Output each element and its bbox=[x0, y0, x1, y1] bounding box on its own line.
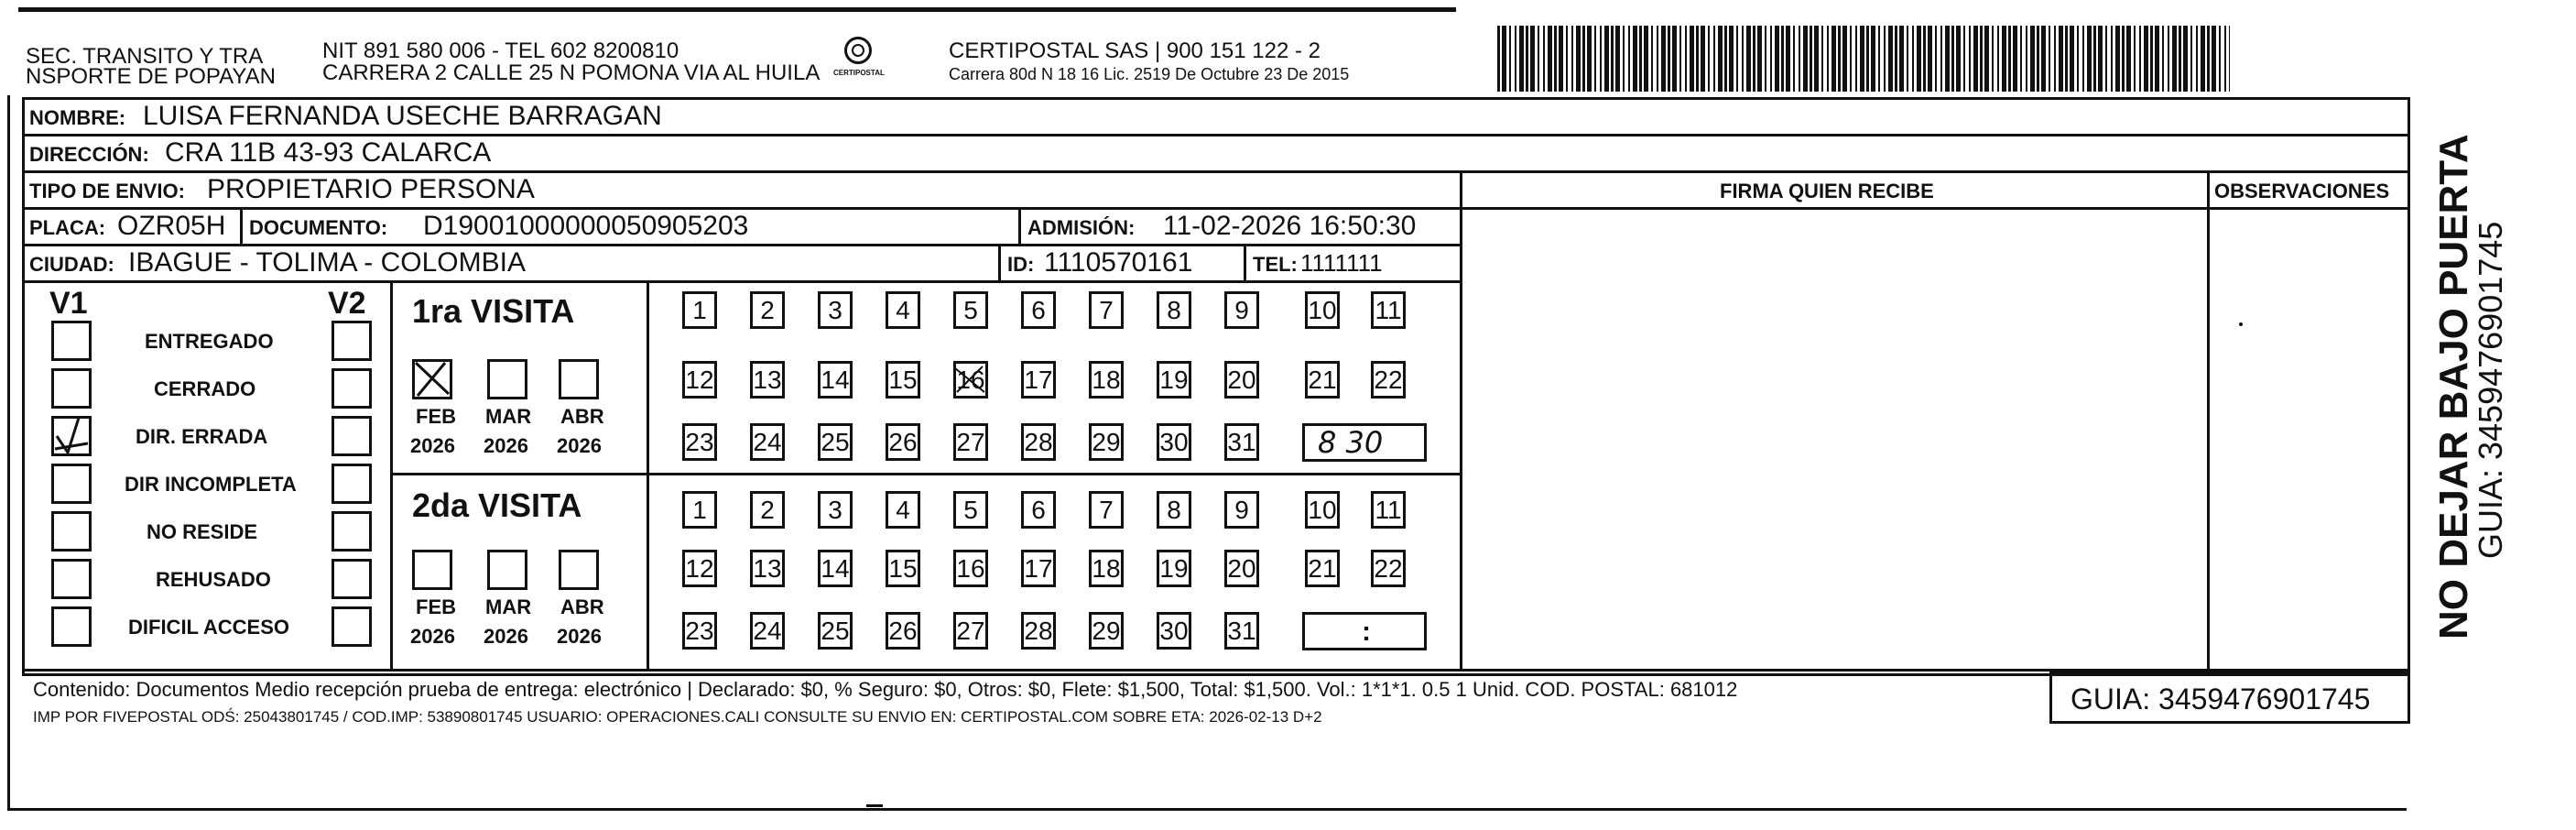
certipostal-logo bbox=[833, 37, 888, 82]
first-visit-day-30[interactable]: 30 bbox=[1157, 423, 1191, 461]
first-visit-day-16[interactable]: 16 bbox=[953, 361, 988, 399]
placa-label: PLACA: bbox=[29, 216, 106, 239]
ciudad-value: IBAGUE - TOLIMA - COLOMBIA bbox=[128, 247, 526, 278]
tel-value: 1111111 bbox=[1300, 249, 1383, 277]
v2-checkbox-no-reside[interactable] bbox=[332, 511, 372, 552]
second-month-mar: MAR bbox=[485, 595, 532, 618]
firma-header: FIRMA QUIEN RECIBE bbox=[1720, 180, 1934, 202]
placa-value: OZR05H bbox=[117, 211, 226, 241]
first-month-abr: ABR bbox=[560, 405, 604, 428]
direccion-value: CRA 11B 43-93 CALARCA bbox=[165, 137, 492, 168]
first-visit-day-26[interactable]: 26 bbox=[886, 423, 920, 461]
second-month-checkbox-mar[interactable] bbox=[487, 550, 527, 590]
status-no-reside: NO RESIDE bbox=[147, 520, 258, 543]
v1-checkbox-cerrado[interactable] bbox=[51, 368, 92, 409]
observaciones-dot bbox=[2239, 322, 2243, 326]
company-line: CERTIPOSTAL SAS | 900 151 122 - 2 bbox=[949, 38, 1321, 63]
status-dir-incompleta: DIR INCOMPLETA bbox=[125, 473, 297, 496]
v1-checkbox-dificil-acceso[interactable] bbox=[51, 606, 92, 647]
first-visit-day-1[interactable]: 1 bbox=[682, 291, 717, 329]
first-visit-time: 8 30 bbox=[1318, 425, 1384, 460]
second-visit-time: : bbox=[1362, 617, 1371, 647]
second-visit-day-31[interactable]: 31 bbox=[1224, 612, 1259, 650]
second-visit-day-14[interactable]: 14 bbox=[818, 550, 853, 587]
first-month-feb: FEB bbox=[416, 405, 456, 428]
v2-checkbox-rehusado[interactable] bbox=[332, 559, 372, 599]
v1-checkbox-rehusado[interactable] bbox=[51, 559, 92, 599]
first-visit-day-21[interactable]: 21 bbox=[1305, 361, 1340, 399]
second-visit-day-29[interactable]: 29 bbox=[1089, 612, 1124, 650]
org-line-1: SEC. TRANSITO Y TRA bbox=[26, 44, 264, 69]
first-visit-day-7[interactable]: 7 bbox=[1089, 291, 1124, 329]
first-visit-day-12[interactable]: 12 bbox=[682, 361, 717, 399]
guia-box bbox=[2049, 671, 2410, 724]
first-visit-day-31[interactable]: 31 bbox=[1224, 423, 1259, 461]
first-visit-day-19[interactable]: 19 bbox=[1157, 361, 1191, 399]
first-visit-day-5[interactable]: 5 bbox=[953, 291, 988, 329]
first-month-checkbox-abr[interactable] bbox=[559, 359, 599, 399]
first-visit-day-27[interactable]: 27 bbox=[953, 423, 988, 461]
first-visit-day-2[interactable]: 2 bbox=[750, 291, 785, 329]
second-visit-day-1[interactable]: 1 bbox=[682, 491, 717, 529]
form-outline-bottom bbox=[7, 808, 2407, 811]
first-visit-day-14[interactable]: 14 bbox=[818, 361, 853, 399]
first-year-mar: 2026 bbox=[484, 434, 528, 457]
second-visit-day-3[interactable]: 3 bbox=[818, 491, 853, 529]
first-month-mar: MAR bbox=[485, 405, 532, 428]
nit-line: NIT 891 580 006 - TEL 602 8200810 bbox=[322, 38, 679, 63]
address-line: CARRERA 2 CALLE 25 N POMONA VIA AL HUILA bbox=[322, 60, 821, 85]
status-cerrado: CERRADO bbox=[154, 377, 256, 400]
status-entregado: ENTREGADO bbox=[145, 330, 274, 353]
observaciones-header: OBSERVACIONES bbox=[2214, 180, 2390, 202]
second-visit-day-12[interactable]: 12 bbox=[682, 550, 717, 587]
side-guia: GUIA: 3459476901745 bbox=[2472, 221, 2509, 559]
side-panel bbox=[2408, 92, 2509, 660]
second-visit-day-17[interactable]: 17 bbox=[1021, 550, 1056, 587]
first-year-abr: 2026 bbox=[557, 434, 602, 457]
v2-checkbox-dir-errada[interactable] bbox=[332, 416, 372, 456]
second-visit-day-2[interactable]: 2 bbox=[750, 491, 785, 529]
second-month-checkbox-abr[interactable] bbox=[559, 550, 599, 590]
second-visit-day-28[interactable]: 28 bbox=[1021, 612, 1056, 650]
first-visit-day-13[interactable]: 13 bbox=[750, 361, 785, 399]
first-month-checkbox-mar[interactable] bbox=[487, 359, 527, 399]
second-visit-day-25[interactable]: 25 bbox=[818, 612, 853, 650]
id-value: 1110570161 bbox=[1044, 247, 1193, 278]
first-visit-day-23[interactable]: 23 bbox=[682, 423, 717, 461]
first-month-checkbox-feb[interactable] bbox=[412, 359, 452, 399]
form-outline-left bbox=[7, 95, 10, 810]
nombre-value: LUISA FERNANDA USECHE BARRAGAN bbox=[143, 101, 662, 131]
first-visit-day-3[interactable]: 3 bbox=[818, 291, 853, 329]
first-visit-day-25[interactable]: 25 bbox=[818, 423, 853, 461]
ciudad-divider bbox=[22, 280, 1460, 283]
first-visit-day-9[interactable]: 9 bbox=[1224, 291, 1259, 329]
second-visit-day-30[interactable]: 30 bbox=[1157, 612, 1191, 650]
first-visit-day-4[interactable]: 4 bbox=[886, 291, 920, 329]
ciudad-id-divider bbox=[998, 244, 1001, 280]
documento-label: DOCUMENTO: bbox=[249, 216, 388, 239]
first-visit-day-11[interactable]: 11 bbox=[1371, 291, 1406, 329]
content-line: Contenido: Documentos Medio recepción prueba de entrega: electrónico | Declarado: $0, % Seguro: $0, Otros: $0, Flete: $1,500, Total: $1,500. Vol.: 1*1*1. 0.5 1 Unid. COD. POSTAL: 681012 bbox=[33, 678, 1738, 701]
admision-value: 11-02-2026 16:50:30 bbox=[1163, 211, 1417, 241]
logo-text: CERTIPOSTAL bbox=[833, 69, 885, 77]
visit-divider bbox=[390, 473, 1460, 475]
first-visit-day-8[interactable]: 8 bbox=[1157, 291, 1191, 329]
second-visit-day-20[interactable]: 20 bbox=[1224, 550, 1259, 587]
first-visit-day-17[interactable]: 17 bbox=[1021, 361, 1056, 399]
second-month-checkbox-feb[interactable] bbox=[412, 550, 452, 590]
second-year-feb: 2026 bbox=[410, 625, 455, 648]
second-month-feb: FEB bbox=[416, 595, 456, 618]
second-visit-day-23[interactable]: 23 bbox=[682, 612, 717, 650]
second-visit-day-13[interactable]: 13 bbox=[750, 550, 785, 587]
second-visit-day-10[interactable]: 10 bbox=[1305, 491, 1340, 529]
tipo-divider bbox=[22, 207, 1460, 210]
direccion-divider bbox=[22, 170, 2410, 173]
first-visit-day-29[interactable]: 29 bbox=[1089, 423, 1124, 461]
second-visit-day-7[interactable]: 7 bbox=[1089, 491, 1124, 529]
v2-checkbox-dir-incompleta[interactable] bbox=[332, 464, 372, 504]
status-rehusado: REHUSADO bbox=[156, 568, 271, 591]
second-visit-day-18[interactable]: 18 bbox=[1089, 550, 1124, 587]
second-visit-day-9[interactable]: 9 bbox=[1224, 491, 1259, 529]
second-visit-day-5[interactable]: 5 bbox=[953, 491, 988, 529]
v2-checkbox-dificil-acceso[interactable] bbox=[332, 606, 372, 647]
first-visit-title: 1ra VISITA bbox=[412, 292, 575, 330]
second-visit-day-27[interactable]: 27 bbox=[953, 612, 988, 650]
second-visit-day-26[interactable]: 26 bbox=[886, 612, 920, 650]
second-year-mar: 2026 bbox=[484, 625, 528, 648]
second-visit-day-4[interactable]: 4 bbox=[886, 491, 920, 529]
doc-admision-divider bbox=[1018, 207, 1021, 244]
status-dir-errada: DIR. ERRADA bbox=[136, 425, 268, 448]
v1-label: V1 bbox=[49, 286, 88, 321]
second-visit-day-8[interactable]: 8 bbox=[1157, 491, 1191, 529]
v1-checkbox-dir-errada[interactable] bbox=[51, 416, 92, 456]
second-visit-day-11[interactable]: 11 bbox=[1371, 491, 1406, 529]
nombre-divider bbox=[22, 134, 2410, 137]
second-year-abr: 2026 bbox=[557, 625, 602, 648]
guia-box-text: GUIA: 3459476901745 bbox=[2071, 683, 2371, 715]
first-visit-day-15[interactable]: 15 bbox=[886, 361, 920, 399]
second-visit-day-6[interactable]: 6 bbox=[1021, 491, 1056, 529]
second-visit-day-22[interactable]: 22 bbox=[1371, 550, 1406, 587]
tel-label: TEL: bbox=[1253, 253, 1298, 276]
status-dificil-acceso: DIFICIL ACCESO bbox=[128, 616, 290, 639]
first-visit-time-box[interactable] bbox=[1302, 423, 1427, 462]
ciudad-label: CIUDAD: bbox=[29, 253, 114, 276]
second-visit-day-19[interactable]: 19 bbox=[1157, 550, 1191, 587]
id-label: ID: bbox=[1007, 253, 1035, 276]
imp-line: IMP POR FIVEPOSTAL ODŚ: 25043801745 / COD.IMP: 53890801745 USUARIO: OPERACIONES.CALI CONSULTE SU ENVIO EN: CERTIPOSTAL.COM SOBRE ETA: 2026-02-13 D+2 bbox=[33, 708, 1322, 726]
tipo-value: PROPIETARIO PERSONA bbox=[207, 174, 535, 204]
first-visit-day-22[interactable]: 22 bbox=[1371, 361, 1406, 399]
v1-checkbox-dir-incompleta[interactable] bbox=[51, 464, 92, 504]
barcode bbox=[1497, 26, 2230, 92]
first-visit-day-10[interactable]: 10 bbox=[1305, 291, 1340, 329]
second-month-abr: ABR bbox=[560, 595, 604, 618]
placa-doc-divider bbox=[240, 207, 243, 244]
first-visit-day-18[interactable]: 18 bbox=[1089, 361, 1124, 399]
v1-checkbox-no-reside[interactable] bbox=[51, 511, 92, 552]
side-warning: NO DEJAR BAJO PUERTA bbox=[2431, 134, 2476, 639]
x-mark-icon bbox=[412, 359, 452, 399]
first-visit-day-6[interactable]: 6 bbox=[1021, 291, 1056, 329]
checkmark-icon bbox=[51, 416, 92, 456]
scan-mark bbox=[866, 804, 883, 807]
id-tel-divider bbox=[1244, 244, 1246, 280]
first-visit-day-28[interactable]: 28 bbox=[1021, 423, 1056, 461]
company-address: Carrera 80d N 18 16 Lic. 2519 De Octubre 23 De 2015 bbox=[949, 65, 1350, 83]
admision-label: ADMISIÓN: bbox=[1027, 216, 1136, 239]
second-visit-day-24[interactable]: 24 bbox=[750, 612, 785, 650]
second-visit-day-21[interactable]: 21 bbox=[1305, 550, 1340, 587]
tipo-label: TIPO DE ENVIO: bbox=[29, 180, 185, 202]
v1-checkbox-entregado[interactable] bbox=[51, 321, 92, 361]
second-visit-day-15[interactable]: 15 bbox=[886, 550, 920, 587]
second-visit-day-16[interactable]: 16 bbox=[953, 550, 988, 587]
firma-header-divider bbox=[1460, 207, 2410, 210]
obs-left bbox=[2207, 170, 2210, 672]
first-year-feb: 2026 bbox=[410, 434, 455, 457]
top-edge bbox=[18, 7, 1456, 12]
second-visit-time-box[interactable] bbox=[1302, 612, 1427, 650]
v2-checkbox-entregado[interactable] bbox=[332, 321, 372, 361]
nombre-label: NOMBRE: bbox=[29, 106, 126, 129]
direccion-label: DIRECCIÓN: bbox=[29, 143, 149, 166]
org-line-2: NSPORTE DE POPAYAN bbox=[26, 64, 276, 89]
first-visit-day-20[interactable]: 20 bbox=[1224, 361, 1259, 399]
first-visit-day-24[interactable]: 24 bbox=[750, 423, 785, 461]
scribble-mark-icon bbox=[953, 361, 988, 399]
v2-checkbox-cerrado[interactable] bbox=[332, 368, 372, 409]
second-visit-title: 2da VISITA bbox=[412, 486, 582, 524]
documento-value: D19001000000050905203 bbox=[423, 211, 749, 241]
firma-left bbox=[1460, 170, 1462, 672]
v2-label: V2 bbox=[328, 286, 366, 321]
